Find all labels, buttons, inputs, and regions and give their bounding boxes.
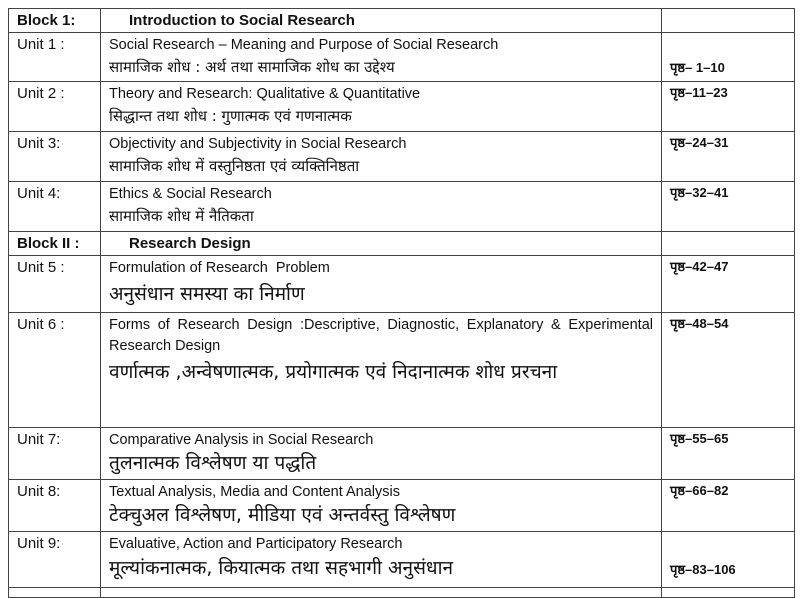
table-row [9,532,795,588]
block-pages-cell [662,232,795,256]
block-header-row [9,232,795,256]
unit-label: Unit 7: [17,431,61,448]
unit-pages: पृष्ठ–32–41 [670,185,729,200]
unit-title-en: Objectivity and Subjectivity in Social Research [109,136,407,152]
table-row [9,33,795,82]
unit-pages: पृष्ठ–83–106 [670,562,736,577]
block-title-cell [101,9,662,33]
unit-pages: पृष्ठ–66–82 [670,483,729,498]
unit-label: Unit 2 : [17,85,65,102]
block-label [9,9,101,33]
table-row [9,480,795,532]
table-row [9,182,795,232]
unit-title-en: Formulation of Research Problem [109,260,330,276]
unit-title-hi: सामाजिक शोध में वस्तुनिष्ठता एवं व्यक्तिनिष्ठता [109,157,360,175]
unit-title-hi: मूल्यांकनात्मक, कियात्मक तथा सहभागी अनुसंधान [109,557,454,579]
unit-title-hi: अनुसंधान समस्या का निर्माण [109,283,305,305]
unit-label: Unit 8: [17,483,61,500]
unit-pages: पृष्ठ–48–54 [670,316,729,331]
table-row [9,428,795,480]
unit-pages: पृष्ठ–42–47 [670,259,729,274]
table-row [9,82,795,132]
table-row-partial [9,588,795,598]
unit-label: Unit 1 : [17,36,65,53]
block-label-text: Block 1: [17,12,76,29]
unit-title-en: Ethics & Social Research [109,186,272,202]
unit-title-hi: टेक्चुअल विश्लेषण, मीडिया एवं अन्तर्वस्तु विश्लेषण [109,504,456,526]
unit-title-en: Evaluative, Action and Participatory Research [109,536,403,552]
unit-title-hi: सिद्धान्त तथा शोध : गुणात्मक एवं गणनात्मक [109,107,352,125]
unit-pages: पृष्ठ– 1–10 [670,60,725,75]
table-row [9,313,795,428]
table-of-contents [8,8,795,598]
unit-label: Unit 5 : [17,259,65,276]
unit-pages: पृष्ठ–11–23 [670,85,728,100]
unit-title-en: Social Research – Meaning and Purpose of Social Research [109,37,499,53]
unit-title-hi: तुलनात्मक विश्लेषण या पद्धति [109,452,317,474]
unit-title-en: Forms of Research Design :Descriptive, Diagnostic, Explanatory & Experimental Research Design [109,317,653,354]
block-pages-cell [662,9,795,33]
block-label-text: Block II : [17,235,80,252]
block-header-row [9,9,795,33]
unit-label: Unit 9: [17,535,61,552]
unit-pages: पृष्ठ–55–65 [670,431,729,446]
unit-title-en: Theory and Research: Qualitative & Quantitative [109,86,421,102]
table-row [9,132,795,182]
block-title-cell [101,232,662,256]
table-row [9,256,795,313]
unit-title-en: Textual Analysis, Media and Content Analysis [109,484,400,500]
unit-title-hi: सामाजिक शोध में नैतिकता [109,207,254,225]
unit-label: Unit 4: [17,185,61,202]
unit-title-en: Comparative Analysis in Social Research [109,432,374,448]
block-label [9,232,101,256]
unit-label: Unit 6 : [17,316,65,333]
block-title: Introduction to Social Research [129,12,355,29]
block-title: Research Design [129,235,251,252]
unit-label: Unit 3: [17,135,61,152]
unit-pages: पृष्ठ–24–31 [670,135,729,150]
unit-title-hi: वर्णात्मक ,अन्वेषणात्मक, प्रयोगात्मक एवं निदानात्मक शोध प्ररचना [109,361,558,383]
unit-title-hi: सामाजिक शोध : अर्थ तथा सामाजिक शोध का उद्देश्य [109,58,395,76]
